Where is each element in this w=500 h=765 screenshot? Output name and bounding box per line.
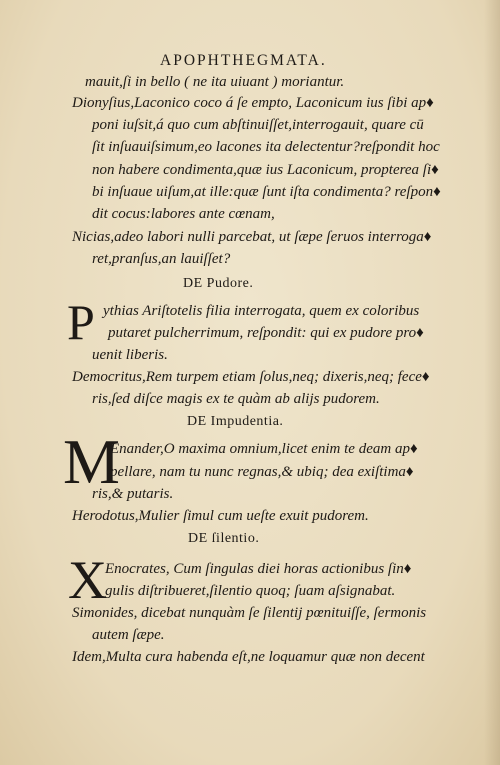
section-heading: DE Pudore. — [183, 276, 254, 291]
text-line: Democritus,Rem turpem etiam ſolus,neq; dixeris,neq; fece♦ — [72, 369, 430, 385]
text-line: ythias Ariſtotelis filia interrogata, quem ex coloribus — [103, 303, 420, 319]
text-line: ris,& putaris. — [92, 486, 174, 502]
running-title: APOPHTHEGMATA. — [160, 52, 327, 69]
text-line: uenit liberis. — [92, 347, 168, 363]
text-line: ret,pranſus,an lauiſſet? — [92, 251, 231, 267]
text-line: ris,ſed diſce magis ex te quàm ab alijs pudorem. — [92, 391, 380, 407]
section-heading: DE ſilentio. — [188, 531, 260, 546]
text-line: ſit inſuauiſsimum,eo lacones ita delectentur?reſpondit hoc — [92, 139, 440, 155]
page-edge-shadow — [484, 0, 500, 765]
text-line: Dionyſius,Laconico coco á ſe empto, Laconicum ius ſibi ap♦ — [72, 95, 434, 111]
text-line: Simonides, dicebat nunquàm ſe ſilentij pœnituiſſe, ſermonis — [72, 605, 427, 621]
text-line: Enocrates, Cum ſingulas diei horas actionibus ſin♦ — [105, 561, 412, 577]
text-line: poni iuſsit,á quo cum abſtinuiſſet,interrogauit, quare cū — [92, 117, 424, 133]
text-line: Nicias,adeo labori nulli parcebat, ut ſæpe ſeruos interroga♦ — [72, 229, 432, 245]
text-line: bi inſuaue uiſum,at ille:quæ ſunt iſta condimenta? reſpon♦ — [92, 184, 441, 200]
section-heading: DE Impudentia. — [187, 414, 284, 429]
text-line: pellare, nam tu nunc regnas,& ubiq; dea exiſtima♦ — [110, 464, 414, 480]
drop-cap: P — [67, 294, 95, 350]
drop-cap: M — [63, 426, 120, 497]
text-line: non habere condimenta,quæ ius Laconicum, propterea ſi♦ — [92, 162, 439, 178]
text-line: Herodotus,Mulier ſimul cum ueſte exuit pudorem. — [72, 508, 369, 524]
text-line: mauit,ſi in bello ( ne ita uiuant ) moriantur. — [85, 74, 345, 90]
text-line: Enander,O maxima omnium,licet enim te deam ap♦ — [110, 441, 418, 457]
text-line: putaret pulcherrimum, reſpondit: qui ex pudore pro♦ — [108, 325, 424, 341]
text-line: autem ſæpe. — [92, 627, 165, 643]
drop-cap: X — [68, 550, 107, 610]
text-line: gulis diſtribueret,ſilentio quoq; ſuam aſsignabat. — [105, 583, 396, 599]
text-line: Idem,Multa cura habenda eſt,ne loquamur quæ non decent — [72, 649, 425, 665]
text-line: dit cocus:labores ante cœnam, — [92, 206, 275, 222]
